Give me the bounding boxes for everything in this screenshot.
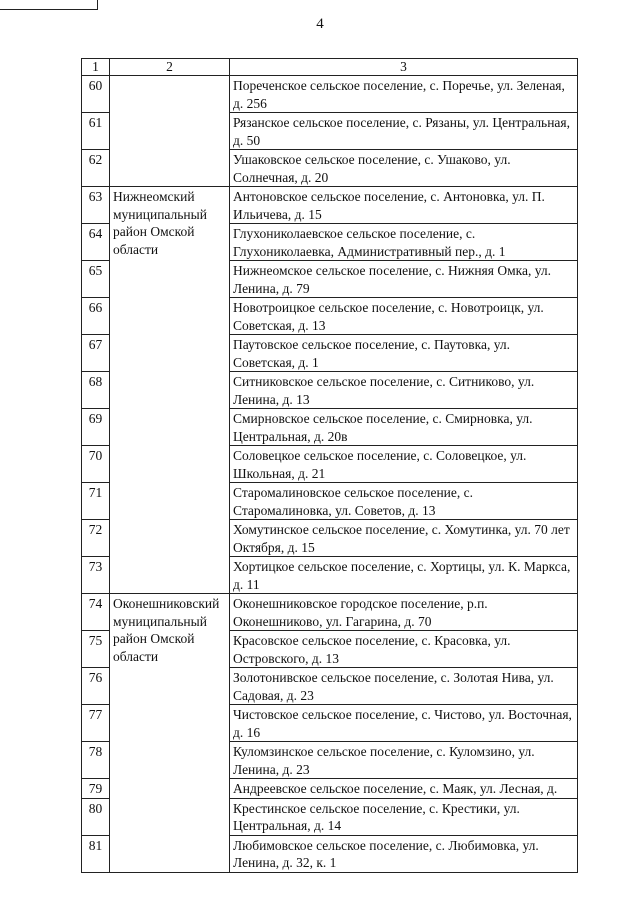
address-cell: Новотроицкое сельское поселение, с. Новотроицк, ул. Советская, д. 13 — [230, 298, 578, 335]
address-cell: Куломзинское сельское поселение, с. Куломзино, ул. Ленина, д. 23 — [230, 742, 578, 779]
table-row — [82, 187, 578, 224]
district-cell: Оконешниковский муниципальный район Омской области — [110, 594, 230, 873]
row-number: 70 — [82, 446, 110, 483]
address-cell: Ушаковское сельское поселение, с. Ушаково, ул. Солнечная, д. 20 — [230, 150, 578, 187]
address-cell: Крестинское сельское поселение, с. Крестики, ул. Центральная, д. 14 — [230, 798, 578, 835]
row-number: 69 — [82, 409, 110, 446]
row-number: 67 — [82, 335, 110, 372]
row-number: 80 — [82, 798, 110, 835]
address-cell: Хомутинское сельское поселение, с. Хомутинка, ул. 70 лет Октября, д. 15 — [230, 520, 578, 557]
address-cell: Рязанское сельское поселение, с. Рязаны, ул. Центральная, д. 50 — [230, 113, 578, 150]
row-number: 61 — [82, 113, 110, 150]
row-number: 74 — [82, 594, 110, 631]
address-cell: Оконешниковское городское поселение, р.п. Оконешниково, ул. Гагарина, д. 70 — [230, 594, 578, 631]
table-row — [82, 76, 578, 113]
district-cell — [110, 76, 230, 187]
row-number: 60 — [82, 76, 110, 113]
address-cell: Смирновское сельское поселение, с. Смирновка, ул. Центральная, д. 20в — [230, 409, 578, 446]
table-row — [82, 594, 578, 631]
address-cell: Соловецкое сельское поселение, с. Соловецкое, ул. Школьная, д. 21 — [230, 446, 578, 483]
address-cell: Андреевское сельское поселение, с. Маяк, ул. Лесная, д. — [230, 779, 578, 799]
row-number: 62 — [82, 150, 110, 187]
address-cell: Антоновское сельское поселение, с. Антоновка, ул. П. Ильичева, д. 15 — [230, 187, 578, 224]
row-number: 72 — [82, 520, 110, 557]
row-number: 68 — [82, 372, 110, 409]
address-cell: Любимовское сельское поселение, с. Любимовка, ул. Ленина, д. 32, к. 1 — [230, 835, 578, 872]
address-cell: Пореченское сельское поселение, с. Поречье, ул. Зеленая, д. 256 — [230, 76, 578, 113]
column-header-3: 3 — [230, 59, 578, 76]
address-cell: Ситниковское сельское поселение, с. Ситниково, ул. Ленина, д. 13 — [230, 372, 578, 409]
row-number: 79 — [82, 779, 110, 799]
row-number: 65 — [82, 261, 110, 298]
row-number: 73 — [82, 557, 110, 594]
district-cell: Нижнеомский муниципальный район Омской области — [110, 187, 230, 594]
address-cell: Паутовское сельское поселение, с. Паутовка, ул. Советская, д. 1 — [230, 335, 578, 372]
row-number: 71 — [82, 483, 110, 520]
address-cell: Красовское сельское поселение, с. Красовка, ул. Островского, д. 13 — [230, 631, 578, 668]
corner-mark — [0, 0, 98, 10]
table-header-row — [82, 59, 578, 76]
column-header-2: 2 — [110, 59, 230, 76]
address-cell: Старомалиновское сельское поселение, с. Старомалиновка, ул. Советов, д. 13 — [230, 483, 578, 520]
address-cell: Нижнеомское сельское поселение, с. Нижняя Омка, ул. Ленина, д. 79 — [230, 261, 578, 298]
column-header-1: 1 — [82, 59, 110, 76]
page-number: 4 — [316, 16, 324, 32]
document-table — [81, 58, 578, 873]
address-cell: Золотонивское сельское поселение, с. Золотая Нива, ул. Садовая, д. 23 — [230, 668, 578, 705]
address-cell: Глухониколаевское сельское поселение, с. Глухониколаевка, Административный пер., д. 1 — [230, 224, 578, 261]
row-number: 81 — [82, 835, 110, 872]
row-number: 77 — [82, 705, 110, 742]
row-number: 78 — [82, 742, 110, 779]
row-number: 63 — [82, 187, 110, 224]
row-number: 64 — [82, 224, 110, 261]
address-cell: Хортицкое сельское поселение, с. Хортицы, ул. К. Маркса, д. 11 — [230, 557, 578, 594]
address-cell: Чистовское сельское поселение, с. Чистово, ул. Восточная, д. 16 — [230, 705, 578, 742]
row-number: 66 — [82, 298, 110, 335]
row-number: 76 — [82, 668, 110, 705]
row-number: 75 — [82, 631, 110, 668]
